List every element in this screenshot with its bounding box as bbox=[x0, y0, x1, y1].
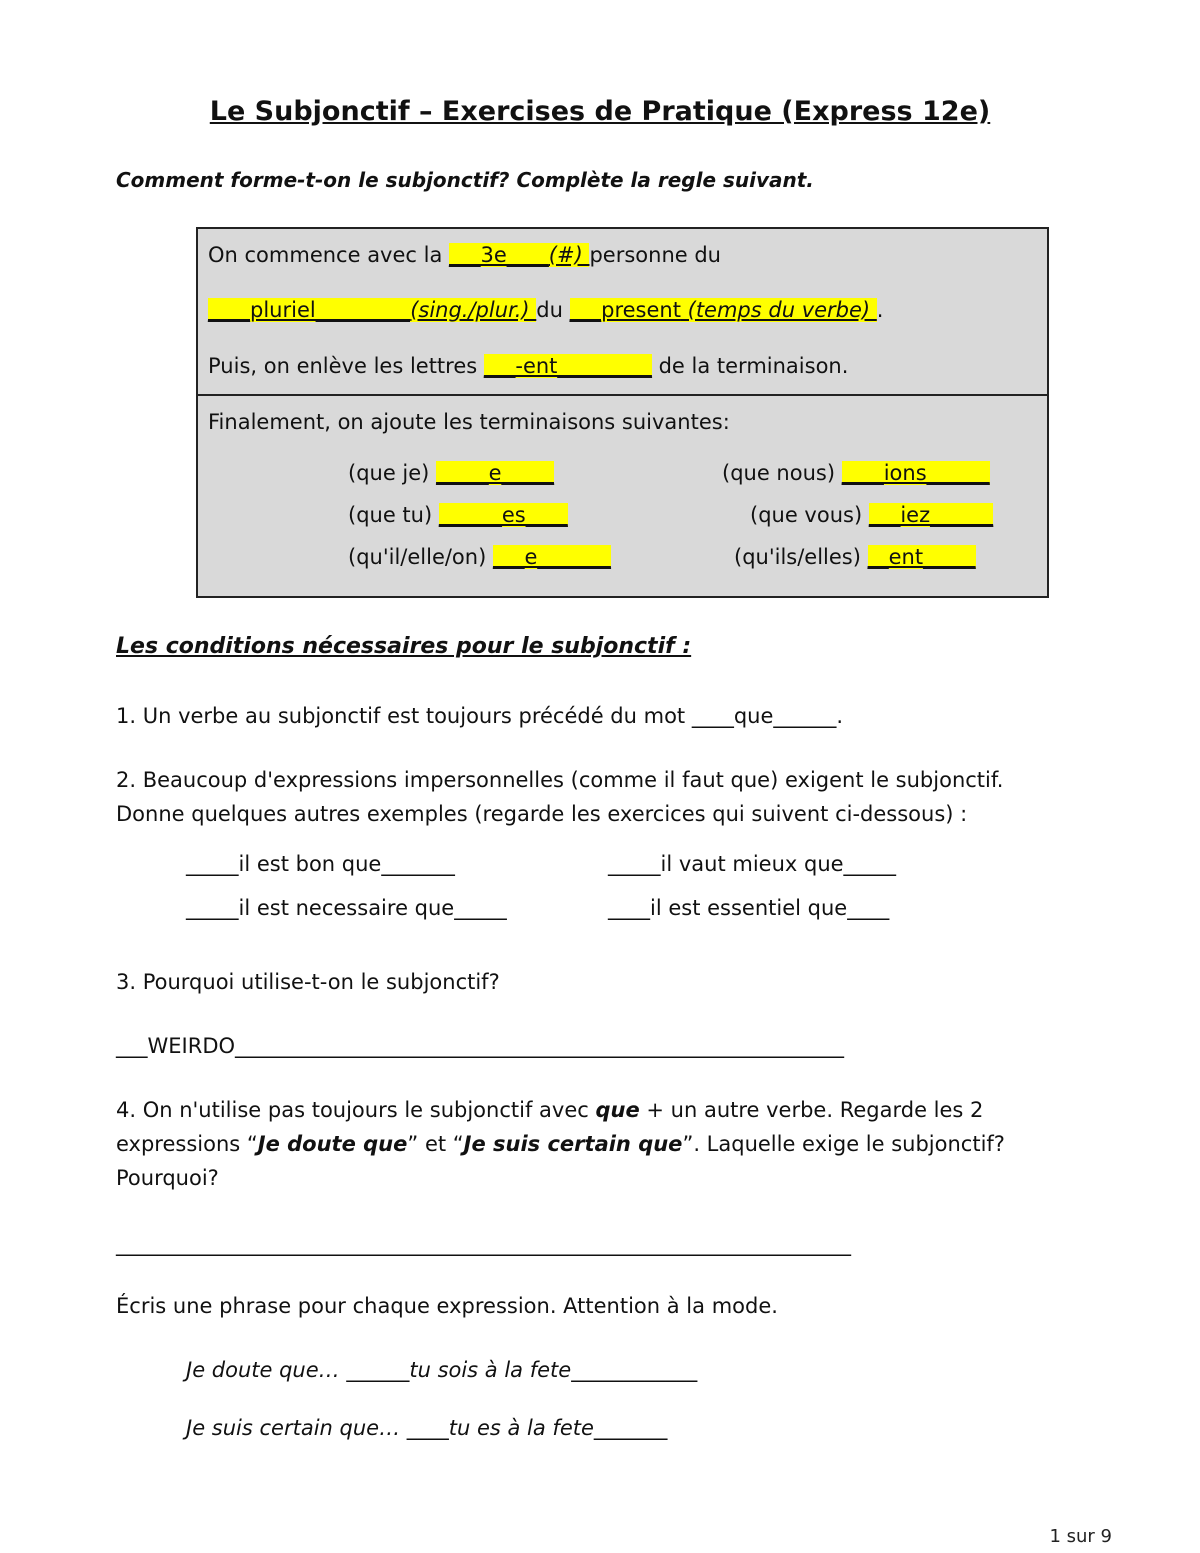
ending-que-nous bbox=[722, 463, 990, 484]
ending-qu-il-elle-on bbox=[348, 547, 611, 568]
sentence-prompt: Je doute que… bbox=[186, 1358, 347, 1382]
ending-pronoun: (que je) bbox=[348, 461, 437, 485]
ending-blank[interactable]: ___e_______ bbox=[492, 545, 611, 569]
ending-pronoun: (que nous) bbox=[722, 461, 842, 485]
rule-line-2 bbox=[208, 300, 883, 321]
sentence-answer[interactable]: ______tu sois à la fete____________ bbox=[346, 1358, 698, 1382]
ending-qu-ils-elles bbox=[734, 547, 976, 568]
q4-text: expressions “ bbox=[116, 1132, 258, 1156]
rule-line-3 bbox=[208, 356, 848, 377]
ending-blank[interactable]: __ent_____ bbox=[867, 545, 976, 569]
page-number: 1 sur 9 bbox=[1049, 1526, 1112, 1547]
rule-line-3-suffix: de la terminaison. bbox=[651, 354, 849, 378]
blank-number[interactable]: ____pluriel_________ bbox=[208, 298, 411, 322]
ending-blank[interactable]: ______es____ bbox=[438, 503, 568, 527]
question-4-answer[interactable]: ______________________________________________________________________ bbox=[116, 1232, 851, 1256]
ending-blank[interactable]: ___iez______ bbox=[868, 503, 994, 527]
q4-text: ”. Laquelle exige le subjonctif? bbox=[682, 1132, 1005, 1156]
q4-emphasis: que bbox=[595, 1098, 640, 1122]
question-2-line-2: Donne quelques autres exemples (regarde les exercices qui suivent ci-dessous) : bbox=[116, 802, 968, 826]
ending-que-tu bbox=[348, 505, 568, 526]
ending-pronoun: (qu'il/elle/on) bbox=[348, 545, 493, 569]
ending-pronoun: (que vous) bbox=[750, 503, 869, 527]
blank-person-number[interactable]: ___3e____ bbox=[449, 243, 549, 267]
question-1: 1. Un verbe au subjonctif est toujours précédé du mot ____que______. bbox=[116, 704, 844, 728]
blank-number-hint: (sing./plur.) bbox=[410, 298, 537, 322]
q4-text: + un autre verbe. Regarde les 2 bbox=[639, 1098, 984, 1122]
page-title: Le Subjonctif – Exercises de Pratique (Express 12e) bbox=[209, 96, 991, 127]
q4-text: 4. On n'utilise pas toujours le subjonctif avec bbox=[116, 1098, 596, 1122]
rule-box bbox=[196, 227, 1049, 598]
ending-pronoun: (que tu) bbox=[348, 503, 439, 527]
sentence-je-suis-certain bbox=[186, 1416, 667, 1440]
example-expression: _____il est necessaire que_____ bbox=[186, 896, 507, 920]
question-4-line-3: Pourquoi? bbox=[116, 1166, 219, 1190]
question-3: 3. Pourquoi utilise-t-on le subjonctif? bbox=[116, 970, 500, 994]
ending-blank[interactable]: ____ions______ bbox=[841, 461, 990, 485]
rule-line-2-suffix: . bbox=[876, 298, 884, 322]
ending-que-je bbox=[348, 463, 554, 484]
example-expression: ____il est essentiel que____ bbox=[608, 896, 890, 920]
question-4-line-1 bbox=[116, 1098, 983, 1122]
blank-tense[interactable]: ___present bbox=[569, 298, 681, 322]
example-expression: _____il est bon que_______ bbox=[186, 852, 455, 876]
rule-line-1-prefix: On commence avec la bbox=[208, 243, 450, 267]
q4-text: ” et “ bbox=[407, 1132, 464, 1156]
conditions-heading: Les conditions nécessaires pour le subjonctif : bbox=[116, 634, 692, 659]
ending-que-vous bbox=[750, 505, 993, 526]
rule-line-3-prefix: Puis, on enlève les lettres bbox=[208, 354, 484, 378]
rule-line-4: Finalement, on ajoute les terminaisons suivantes: bbox=[208, 410, 730, 434]
q4-emphasis: Je suis certain que bbox=[463, 1132, 683, 1156]
question-3-answer[interactable]: ___WEIRDO__________________________________________________________ bbox=[116, 1034, 845, 1058]
rule-line-1 bbox=[208, 245, 721, 266]
blank-tense-hint: (temps du verbe) bbox=[680, 298, 877, 322]
rule-line-1-suffix: personne du bbox=[589, 243, 721, 267]
question-4-line-2 bbox=[116, 1132, 1005, 1156]
sentence-prompt: Je suis certain que… bbox=[186, 1416, 407, 1440]
write-instruction: Écris une phrase pour chaque expression. Attention à la mode. bbox=[116, 1294, 778, 1318]
ending-blank[interactable]: _____e_____ bbox=[436, 461, 554, 485]
question-2-line-1: 2. Beaucoup d'expressions impersonnelles (comme il faut que) exigent le subjonctif. bbox=[116, 768, 1004, 792]
sentence-je-doute bbox=[186, 1358, 697, 1382]
example-expression: _____il vaut mieux que_____ bbox=[608, 852, 897, 876]
ending-pronoun: (qu'ils/elles) bbox=[734, 545, 868, 569]
q4-emphasis: Je doute que bbox=[257, 1132, 408, 1156]
blank-person-hint: (#) bbox=[548, 243, 590, 267]
blank-letters[interactable]: ___-ent_________ bbox=[483, 354, 652, 378]
rule-line-2-middle: du bbox=[536, 298, 570, 322]
intro-question: Comment forme-t-on le subjonctif? Complète la regle suivant. bbox=[116, 168, 814, 192]
sentence-answer[interactable]: ____tu es à la fete_______ bbox=[406, 1416, 668, 1440]
rule-box-divider bbox=[198, 394, 1047, 396]
